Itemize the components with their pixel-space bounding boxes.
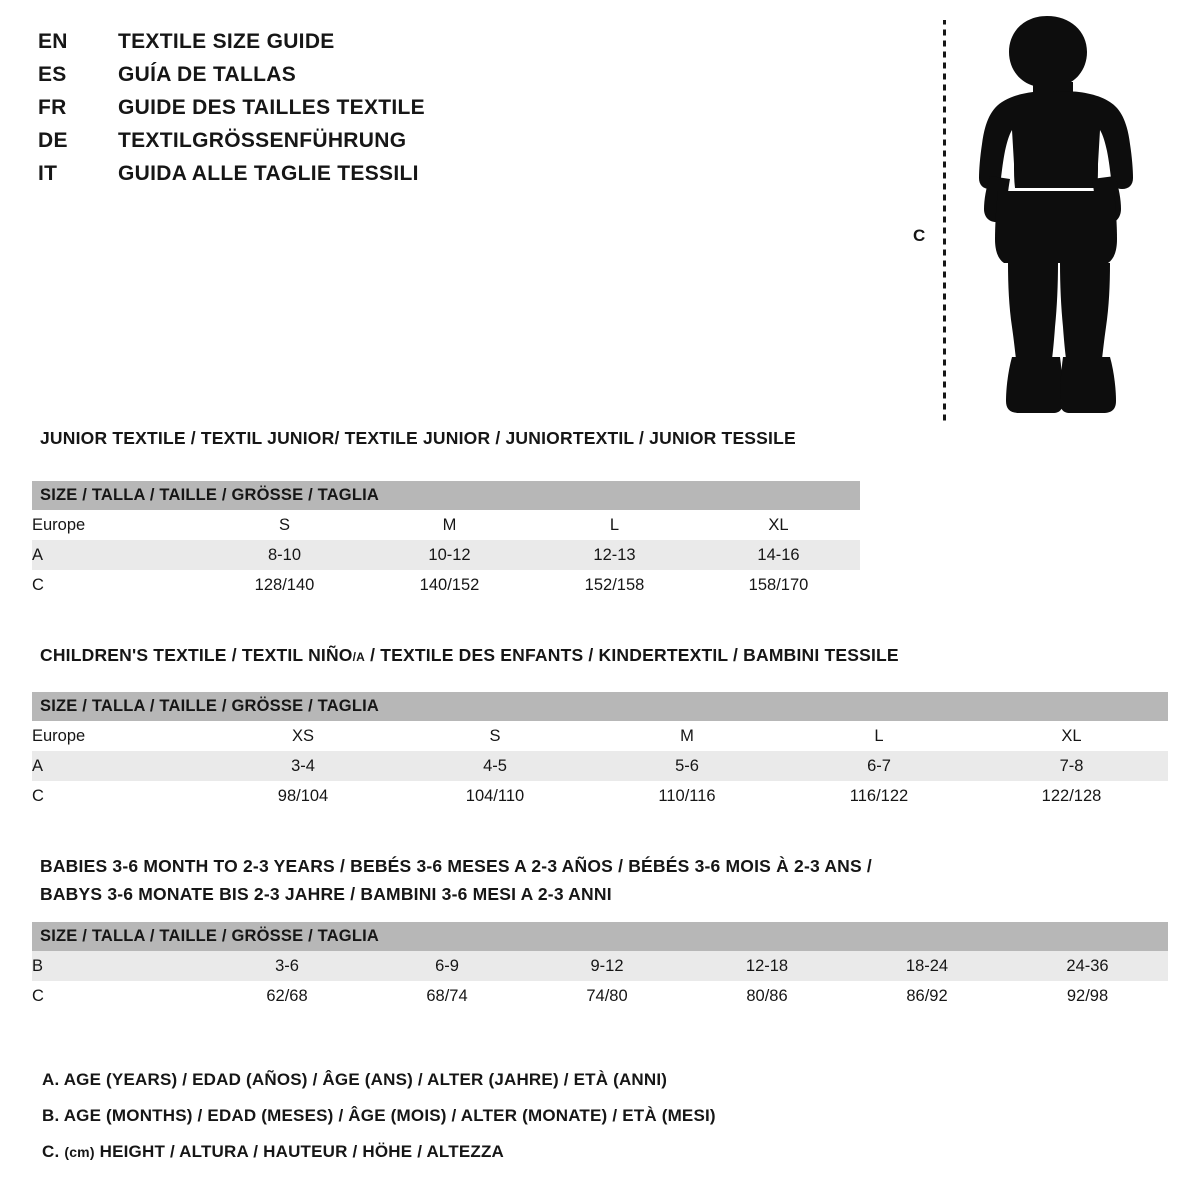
section-heading-children (40, 645, 899, 666)
cell-c-3: 74/80 (586, 986, 628, 1005)
cell-a-1: 8-10 (267, 545, 302, 564)
section-heading-junior: JUNIOR TEXTILE / TEXTIL JUNIOR/ TEXTILE JUNIOR / JUNIORTEXTIL / JUNIOR TESSILE (40, 428, 796, 448)
child-silhouette-icon (955, 8, 1155, 428)
cell-c-6: 92/98 (1066, 986, 1109, 1005)
cell-c-1: 98/104 (277, 786, 329, 805)
cell-a-4: 6-7 (867, 756, 891, 775)
header-row-en (38, 30, 858, 63)
table-babies (32, 922, 1168, 1011)
cell-europe-3: L (609, 515, 620, 534)
height-dotted-line (943, 20, 946, 424)
cell-c-4: 116/122 (849, 786, 909, 805)
legend-line-c (42, 1142, 504, 1162)
cell-c-1: 62/68 (266, 986, 308, 1005)
cell-c-5: 86/92 (906, 986, 948, 1005)
header-lang-fr: FR (38, 96, 67, 119)
cell-c-4: 80/86 (746, 986, 788, 1005)
row-label-europe: Europe (32, 515, 86, 534)
section-heading-children-post: / TEXTILE DES ENFANTS / KINDERTEXTIL / BAMBINI TESSILE (365, 645, 899, 665)
section-heading-babies-line2: BABYS 3-6 MONATE BIS 2-3 JAHRE / BAMBINI 3-6 MESI A 2-3 ANNI (40, 884, 612, 904)
cell-europe-4: XL (768, 515, 789, 534)
section-heading-children-pre: CHILDREN'S TEXTILE / TEXTIL NIÑO (40, 645, 353, 665)
row-label-a: A (32, 756, 44, 775)
cell-c-1: 128/140 (254, 575, 315, 594)
cell-a-5: 7-8 (1059, 756, 1084, 775)
header-title-it: GUIDA ALLE TAGLIE TESSILI (118, 162, 419, 185)
cell-europe-2: S (489, 726, 501, 745)
table-row (32, 540, 860, 570)
cell-c-2: 140/152 (419, 575, 480, 594)
table-children-band-label: SIZE / TALLA / TAILLE / GRÖSSE / TAGLIA (40, 697, 380, 715)
row-label-a: A (32, 545, 44, 564)
cell-b-6: 24-36 (1066, 956, 1109, 975)
cell-b-2: 6-9 (435, 956, 459, 975)
legend-line-c-unit: (cm) (64, 1144, 95, 1160)
table-row (32, 721, 1168, 751)
cell-b-1: 3-6 (275, 956, 299, 975)
header-lang-it: IT (38, 162, 58, 185)
header-lang-en: EN (38, 30, 68, 53)
header-row-fr (38, 96, 858, 129)
cell-europe-3: M (680, 726, 694, 745)
header-row-es (38, 63, 858, 96)
table-junior-band-row (32, 481, 860, 510)
section-heading-children-sub: /A (352, 650, 366, 664)
cell-c-5: 122/128 (1041, 786, 1102, 805)
cell-europe-5: XL (1061, 726, 1082, 745)
measurement-figure (905, 8, 1170, 428)
table-babies-band-row (32, 922, 1168, 951)
cell-a-1: 3-4 (291, 756, 315, 775)
section-heading-babies-line1: BABIES 3-6 MONTH TO 2-3 YEARS / BEBÉS 3-6 MESES A 2-3 AÑOS / BÉBÉS 3-6 MOIS À 2-3 ANS / (40, 856, 872, 876)
table-children (32, 692, 1168, 811)
legend-line-a: A. AGE (YEARS) / EDAD (AÑOS) / ÂGE (ANS) / ALTER (JAHRE) / ETÀ (ANNI) (42, 1070, 668, 1089)
table-row (32, 570, 860, 600)
header-title-en: TEXTILE SIZE GUIDE (118, 30, 335, 53)
cell-a-2: 10-12 (428, 545, 471, 564)
header-lang-de: DE (38, 129, 68, 152)
cell-a-3: 5-6 (675, 756, 699, 775)
cell-europe-2: M (442, 515, 457, 534)
cell-c-2: 104/110 (465, 786, 525, 805)
header-lang-es: ES (38, 63, 67, 86)
table-children-band-row (32, 692, 1168, 721)
legend-line-b: B. AGE (MONTHS) / EDAD (MESES) / ÂGE (MOIS) / ALTER (MONATE) / ETÀ (MESI) (42, 1106, 716, 1125)
table-row (32, 981, 1168, 1011)
row-label-c: C (32, 986, 44, 1005)
cell-a-2: 4-5 (483, 756, 507, 775)
header-title-de: TEXTILGRÖSSENFÜHRUNG (118, 129, 407, 152)
cell-europe-1: S (278, 515, 290, 534)
header-title-es: GUÍA DE TALLAS (118, 63, 297, 86)
cell-europe-1: XS (291, 726, 314, 745)
legend-line-c-pre: C. (42, 1142, 65, 1161)
table-row (32, 951, 1168, 981)
table-junior-band-label: SIZE / TALLA / TAILLE / GRÖSSE / TAGLIA (40, 486, 380, 504)
cell-b-4: 12-18 (745, 956, 789, 975)
header-row-it (38, 162, 858, 195)
cell-b-5: 18-24 (905, 956, 949, 975)
cell-c-4: 158/170 (748, 575, 809, 594)
row-label-c: C (32, 575, 44, 594)
header-titles (38, 30, 858, 195)
cell-europe-4: L (874, 726, 884, 745)
cell-a-4: 14-16 (757, 545, 800, 564)
table-babies-band-label: SIZE / TALLA / TAILLE / GRÖSSE / TAGLIA (40, 927, 380, 945)
table-row (32, 781, 1168, 811)
cell-c-3: 152/158 (584, 575, 645, 594)
header-row-de (38, 129, 858, 162)
cell-c-2: 68/74 (426, 986, 468, 1005)
row-label-c: C (32, 786, 44, 805)
cell-a-3: 12-13 (593, 545, 636, 564)
table-row (32, 510, 860, 540)
row-label-europe: Europe (32, 726, 86, 745)
height-measure-label: C (913, 226, 926, 245)
table-junior (32, 481, 860, 600)
cell-b-3: 9-12 (590, 956, 624, 975)
legend-line-c-post: HEIGHT / ALTURA / HAUTEUR / HÖHE / ALTEZZA (94, 1142, 505, 1161)
header-title-fr: GUIDE DES TAILLES TEXTILE (118, 96, 425, 119)
table-row (32, 751, 1168, 781)
cell-c-3: 110/116 (658, 786, 716, 805)
row-label-b: B (32, 956, 44, 975)
